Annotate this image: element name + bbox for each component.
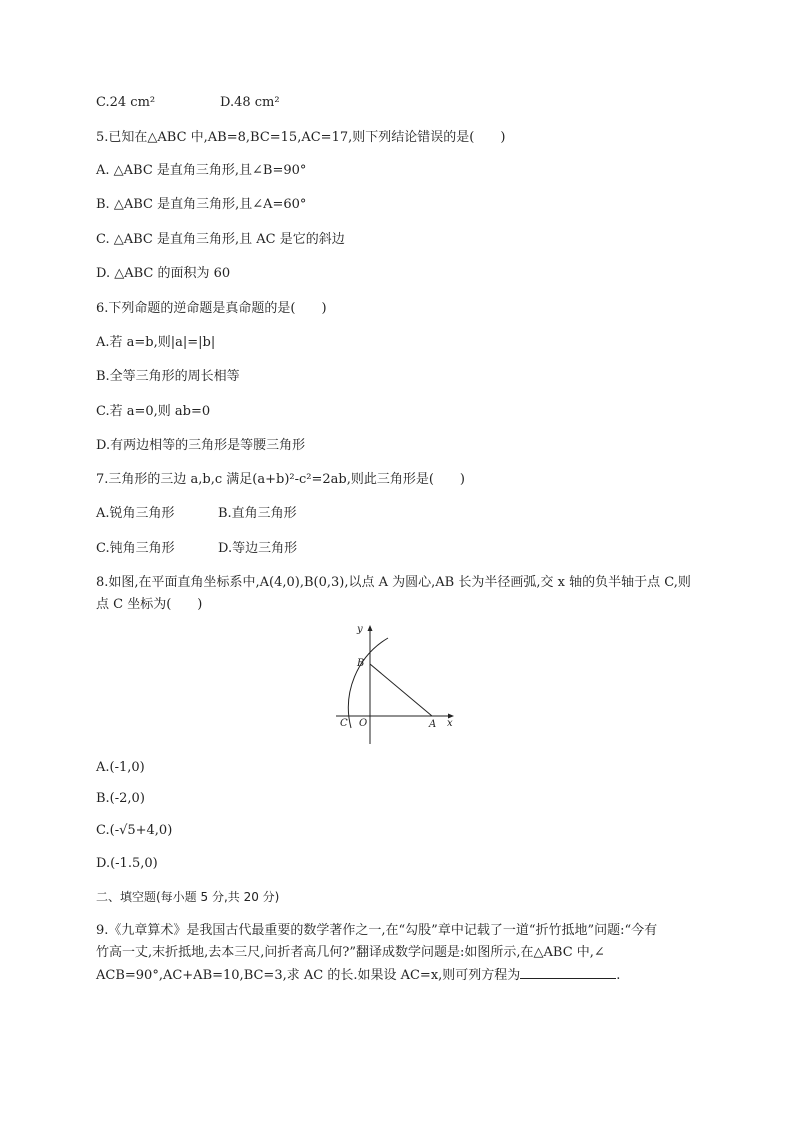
y-axis-arrow — [368, 625, 373, 631]
figure-svg — [336, 622, 460, 744]
question-5: 5.已知在△ABC 中,AB=8,BC=15,AC=17,则下列结论错误的是( ) — [96, 130, 506, 145]
question-9-text: ACB=90°,AC+AB=10,BC=3,求 AC 的长.如果设 AC=x,则可列方程为 — [96, 968, 521, 983]
label-a: A — [429, 719, 437, 730]
question-9-line-2: 竹高一丈,末折抵地,去本三尺,问折者高几何?”翻译成数学问题是:如图所示,在△ABC 中,∠ — [96, 945, 605, 960]
question-9-end: . — [616, 968, 621, 983]
label-b: B — [357, 658, 365, 669]
q6-option-b: B.全等三角形的周长相等 — [96, 369, 240, 384]
q8-option-d: D.(-1.5,0) — [96, 856, 158, 871]
label-x: x — [447, 718, 453, 729]
q8-option-a: A.(-1,0) — [96, 760, 145, 775]
question-9-line-1: 9.《九章算术》是我国古代最重要的数学著作之一,在“勾股”章中记载了一道“折竹抵地”问题:“今有 — [96, 923, 658, 938]
q7-option-a: A.锐角三角形 — [96, 506, 175, 521]
q7-option-b: B.直角三角形 — [218, 506, 297, 521]
q4-option-c: C.24 cm² — [96, 95, 156, 110]
segment-ab — [370, 664, 432, 716]
q6-option-a: A.若 a=b,则|a|=|b| — [96, 335, 216, 350]
q6-option-c: C.若 a=0,则 ab=0 — [96, 404, 211, 419]
arc-from-a — [348, 638, 388, 728]
q5-option-a: A. △ABC 是直角三角形,且∠B=90° — [96, 163, 307, 178]
q8-option-b: B.(-2,0) — [96, 791, 145, 806]
label-o: O — [359, 718, 368, 729]
q7-option-c: C.钝角三角形 — [96, 541, 175, 556]
section-heading-fill-in: 二、填空题(每小题 5 分,共 20 分) — [96, 890, 280, 904]
question-8-line-1: 8.如图,在平面直角坐标系中,A(4,0),B(0,3),以点 A 为圆心,AB 长为半径画弧,交 x 轴的负半轴于点 C,则 — [96, 575, 691, 590]
question-6: 6.下列命题的逆命题是真命题的是( ) — [96, 301, 327, 316]
label-c: C — [340, 718, 348, 729]
q8-option-c: C.(-√5+4,0) — [96, 823, 173, 838]
answer-blank — [520, 966, 616, 979]
q6-option-d: D.有两边相等的三角形是等腰三角形 — [96, 438, 306, 453]
q5-option-c: C. △ABC 是直角三角形,且 AC 是它的斜边 — [96, 232, 345, 247]
coordinate-figure — [336, 622, 460, 744]
question-8-line-2: 点 C 坐标为( ) — [96, 597, 203, 612]
question-7: 7.三角形的三边 a,b,c 满足(a+b)²-c²=2ab,则此三角形是( ) — [96, 472, 466, 487]
label-y: y — [357, 624, 363, 635]
q5-option-b: B. △ABC 是直角三角形,且∠A=60° — [96, 197, 307, 212]
question-9-line-3 — [96, 966, 620, 985]
q4-option-d: D.48 cm² — [220, 95, 280, 110]
q7-option-d: D.等边三角形 — [218, 541, 298, 556]
q5-option-d: D. △ABC 的面积为 60 — [96, 266, 231, 281]
